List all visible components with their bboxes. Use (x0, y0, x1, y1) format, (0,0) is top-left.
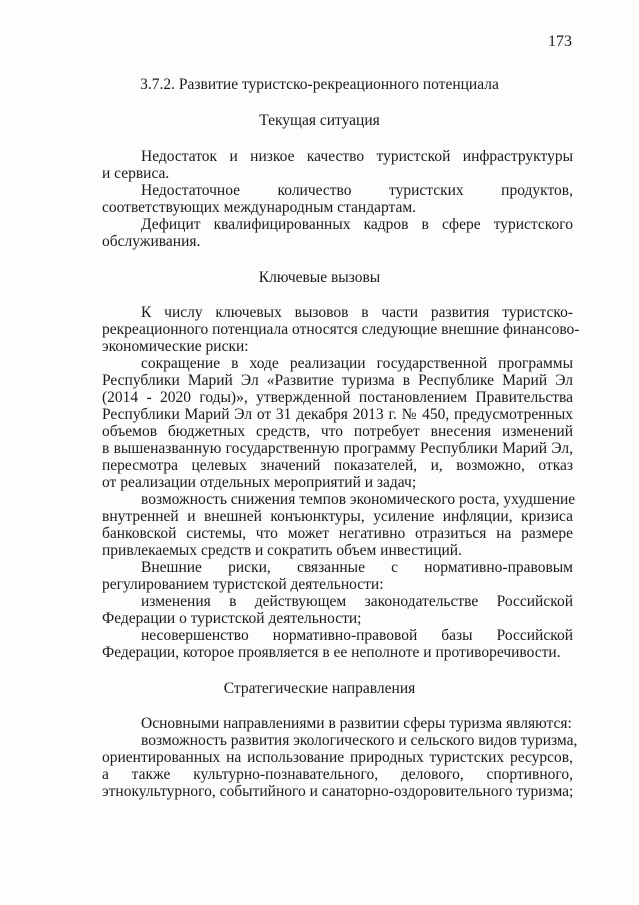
page-number: 173 (548, 33, 572, 50)
section-title: 3.7.2. Развитие туристско-рекреационного потенциала (140, 76, 499, 93)
text-line: Республики Марий Эл «Развитие туризма в Республике Марий Эл (102, 372, 573, 389)
text-line: экономические риски: (102, 338, 249, 355)
text-line: в вышеназванную государственную программу Республики Марий Эл, (102, 440, 573, 457)
text-line: банковской системы, что может негативно отразиться на размере (102, 525, 573, 542)
text-line: а также культурно-познавательного, делового, спортивного, (102, 766, 573, 783)
text-line: К числу ключевых вызовов в части развития туристско- (141, 304, 573, 321)
text-line: обслуживания. (102, 233, 201, 250)
text-line: этнокультурного, событийного и санаторно-оздоровительного туризма; (102, 783, 574, 800)
text-line: Федерации о туристской деятельности; (102, 610, 362, 627)
text-line: возможность снижения темпов экономического роста, ухудшение (141, 491, 576, 508)
text-line: рекреационного потенциала относятся следующие внешние финансово- (102, 321, 580, 338)
text-line: соответствующих международным стандартам. (102, 199, 417, 216)
text-line: Основными направлениями в развитии сферы туризма являются: (141, 715, 572, 732)
text-line: Дефицит квалифицированных кадров в сфере туристского (141, 216, 573, 233)
subsection-heading-challenges: Ключевые вызовы (258, 269, 381, 286)
text-line: от реализации отдельных мероприятий и задач; (102, 474, 417, 491)
text-line: внутренней и внешней конъюнктуры, усиление инфляции, кризиса (102, 508, 573, 525)
text-line: Недостаток и низкое качество туристской инфраструктуры (141, 148, 573, 165)
text-line: и сервиса. (102, 165, 170, 182)
text-line: несовершенство нормативно-правовой базы Российской (141, 627, 573, 644)
text-line: объемов бюджетных средств, что потребует внесения изменений (102, 423, 573, 440)
text-line: регулированием туристской деятельности: (102, 576, 384, 593)
text-line: ориентированных на использование природных туристских ресурсов, (102, 749, 573, 766)
text-line: изменения в действующем законодательстве Российской (141, 593, 573, 610)
text-line: Федерации, которое проявляется в ее неполноте и противоречивости. (102, 644, 561, 661)
subsection-heading-current: Текущая ситуация (259, 112, 380, 129)
text-line: Внешние риски, связанные с нормативно-правовым (141, 559, 573, 576)
text-line: (2014 - 2020 годы)», утвержденной постановлением Правительства (102, 389, 573, 406)
text-line: Республики Марий Эл от 31 декабря 2013 г. № 450, предусмотренных (102, 406, 573, 423)
text-line: привлекаемых средств и сократить объем инвестиций. (102, 542, 462, 559)
text-line: сокращение в ходе реализации государственной программы (141, 355, 573, 372)
subsection-heading-strategic: Стратегические направления (223, 680, 416, 697)
text-line: Недостаточное количество туристских продуктов, (141, 182, 573, 199)
text-line: возможность развития экологического и сельского видов туризма, (141, 732, 578, 749)
text-line: пересмотра целевых значений показателей, и, возможно, отказ (102, 457, 573, 474)
